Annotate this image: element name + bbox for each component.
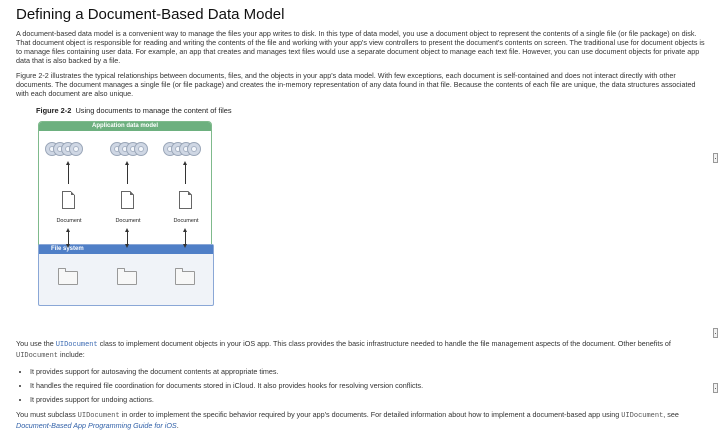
scroll-marker[interactable]	[713, 328, 718, 338]
figure-diagram	[38, 121, 210, 303]
benefits-list	[16, 367, 706, 404]
data-object-icon	[69, 142, 83, 156]
scroll-marker[interactable]	[713, 153, 718, 163]
folder-icon	[117, 271, 137, 285]
uidocument-code: UIDocument	[621, 412, 664, 420]
app-data-model-label: Application data model	[39, 122, 211, 131]
arrow-up-icon	[68, 164, 69, 184]
figure-number: Figure 2-2	[36, 106, 72, 115]
text-span: .	[176, 421, 179, 430]
programming-guide-link[interactable]: Document-Based App Programming Guide for iOS	[16, 421, 177, 430]
section-heading: Defining a Document-Based Data Model	[16, 6, 285, 23]
text-span: in order to implement the specific behavior required by your app's documents. For detailed information about how to implement a document-based app using	[119, 410, 622, 419]
uidocument-code: UIDocument	[77, 412, 120, 420]
arrow-bidirectional-icon	[185, 231, 186, 245]
arrow-up-icon	[185, 164, 186, 184]
document-icon	[121, 191, 134, 209]
text-span: You must subclass	[16, 410, 78, 419]
document-label: Document	[56, 218, 82, 224]
scroll-marker[interactable]	[713, 383, 718, 393]
intro-paragraph: A document-based data model is a convenient way to manage the files your app writes to disk. In this type of data model, you use a document object to represent the contents of a single file (or file package) on disk. That document object is responsible for reading and writing the contents of the file and working with your app's view controllers to present the document's contents on screen. The traditional use for document objects is to manage files containing user data. For example, an app that creates and manages text files would use a separate document object to manage each text file. However, you can use document objects for private app data that is also backed by a file.	[16, 29, 705, 65]
article	[16, 2, 706, 436]
text-span: You use the	[16, 339, 56, 348]
arrow-up-icon	[127, 164, 128, 184]
uidocument-code: UIDocument	[16, 352, 59, 360]
data-object-icon	[134, 142, 148, 156]
uidocument-paragraph	[16, 339, 706, 361]
document-icon	[179, 191, 192, 209]
file-system-label: File system	[39, 245, 213, 254]
uidocument-code: UIDocument	[55, 341, 98, 349]
text-span: include:	[58, 350, 85, 359]
list-item: • It handles the required file coordination for documents stored in iCloud. It also provides hooks for resolving version conflicts.	[30, 381, 706, 390]
document-label: Document	[173, 218, 199, 224]
subclass-paragraph	[16, 410, 706, 430]
text-span: , see	[663, 410, 679, 419]
text-span: class to implement document objects in your iOS app. This class provides the basic infrastructure needed to handle the file management aspects of the document. Other benefits of	[97, 339, 671, 348]
arrow-bidirectional-icon	[127, 231, 128, 245]
data-object-icon	[187, 142, 201, 156]
folder-icon	[58, 271, 78, 285]
figure-caption-text: Using documents to manage the content of files	[75, 106, 232, 115]
document-label: Document	[115, 218, 141, 224]
list-item: • It provides support for autosaving the document contents at appropriate times.	[30, 367, 706, 376]
figure-intro-paragraph: Figure 2-2 illustrates the typical relationships between documents, files, and the objects in your app's data model. With few exceptions, each document is self-contained and does not interact directly with other documents. The document manages a single file (or file package) and creates the in-memory representation of any data found in that file. Because the contents of each file are unique, the data structures associated with each document are also unique.	[16, 71, 696, 98]
document-icon	[62, 191, 75, 209]
arrow-bidirectional-icon	[68, 231, 69, 245]
figure-caption	[36, 106, 706, 115]
folder-icon	[175, 271, 195, 285]
list-item: • It provides support for undoing actions.	[30, 395, 706, 404]
